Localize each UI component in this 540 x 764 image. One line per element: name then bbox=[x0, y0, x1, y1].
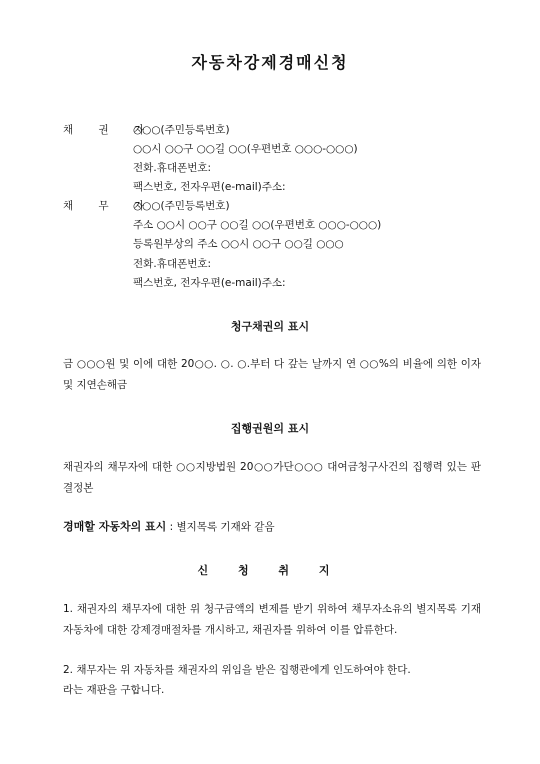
debtor-phone: 전화․휴대폰번호: bbox=[133, 258, 212, 270]
creditor-name: ○○○(주민등록번호) bbox=[133, 124, 230, 136]
vehicle-note: : 별지목록 기재와 같음 bbox=[169, 521, 275, 533]
purpose-heading: 신 청 취 지 bbox=[197, 564, 343, 577]
vehicle-line bbox=[63, 518, 274, 534]
debtor-name: ○○○(주민등록번호) bbox=[133, 200, 230, 212]
vehicle-heading: 경매할 자동차의 표시 bbox=[63, 520, 167, 533]
closing-text: 라는 재판을 구합니다. bbox=[63, 684, 165, 696]
debtor-label: 채 무 자 bbox=[63, 200, 156, 212]
creditor-label: 채 권 자 bbox=[63, 124, 156, 136]
creditor-address: ○○시 ○○구 ○○길 ○○(우편번호 ○○○-○○○) bbox=[133, 143, 358, 155]
creditor-fax-email: 팩스번호, 전자우편(e-mail)주소: bbox=[133, 181, 286, 193]
enforcement-title-heading: 집행권원의 표시 bbox=[230, 422, 310, 435]
document-title: 자동차강제경매신청 bbox=[191, 53, 349, 72]
purpose-item-2: 2. 채무자는 위 자동차를 채권자의 위임을 받은 집행관에게 인도하여야 한다. bbox=[63, 664, 411, 676]
creditor-phone: 전화․휴대폰번호: bbox=[133, 162, 212, 174]
debtor-registered-address: 등록원부상의 주소 ○○시 ○○구 ○○길 ○○○ bbox=[133, 238, 344, 250]
claim-body: 금 ○○○원 및 이에 대한 20○○. ○. ○.부터 다 갚는 날까지 연 ○○%의 비율에 의한 이자 및 지연손해금 bbox=[63, 358, 481, 391]
purpose-item-1: 1. 채권자의 채무자에 대한 위 청구금액의 변제를 받기 위하여 채무자소유의 별지목록 기재 자동차에 대한 강제경매절차를 개시하고, 채권자를 위하여 이를 압류한다. bbox=[63, 603, 481, 636]
debtor-fax-email: 팩스번호, 전자우편(e-mail)주소: bbox=[133, 277, 286, 289]
enforcement-title-body: 채권자의 채무자에 대한 ○○지방법원 20○○가단○○○ 대여금청구사건의 집행력 있는 판결정본 bbox=[63, 461, 481, 494]
claim-heading: 청구채권의 표시 bbox=[230, 320, 310, 333]
debtor-address: 주소 ○○시 ○○구 ○○길 ○○(우편번호 ○○○-○○○) bbox=[133, 219, 382, 231]
